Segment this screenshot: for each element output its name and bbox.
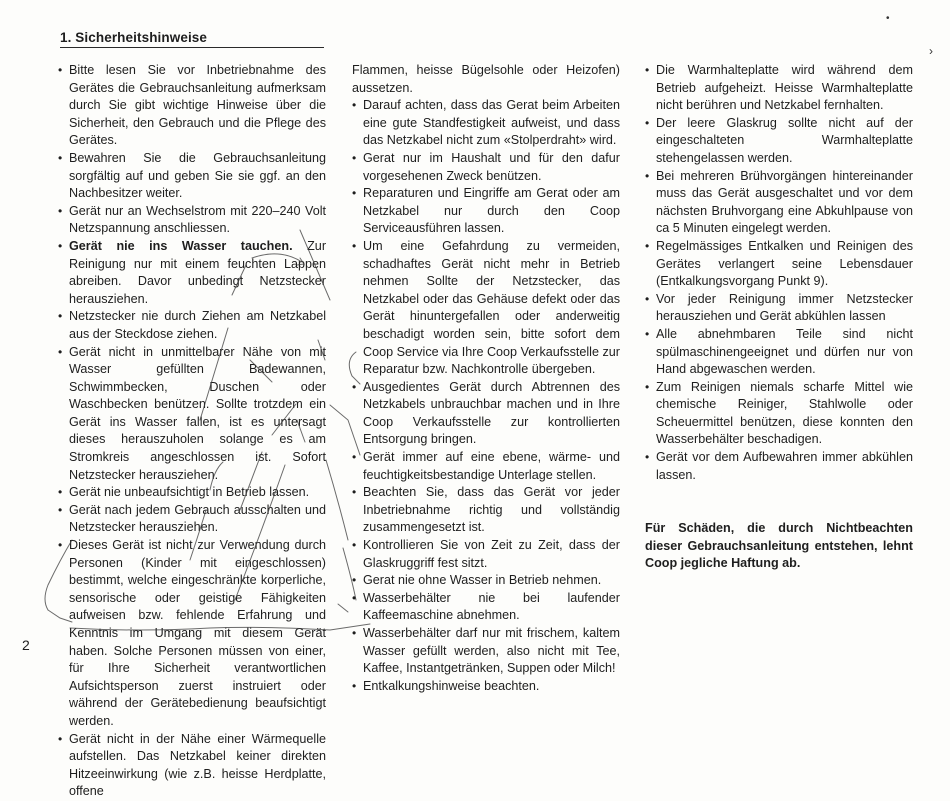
- list-item: • Gerät nie unbeaufsichtigt in Betrieb lassen.: [58, 484, 326, 502]
- list-item: • Die Warmhalteplatte wird während dem Betrieb aufgeheizt. Heisse Warmhalteplatte nicht berühren und Netzkabel fernhalten.: [645, 62, 913, 115]
- page-number: 2: [22, 637, 30, 653]
- list-item: • Wasserbehälter nie bei laufender Kaffeemaschine abnehmen.: [352, 590, 620, 625]
- list-item: • Gerät nur an Wechselstrom mit 220–240 Volt Netzspannung anschliessen.: [58, 203, 326, 238]
- list-item: • Wasserbehälter darf nur mit frischem, kaltem Wasser gefüllt werden, also nicht mit Tee, Kaffee, Instantgetränken, Suppen oder Milch!: [352, 625, 620, 678]
- list-item: • Dieses Gerät ist nicht zur Verwendung durch Personen (Kinder mit eingeschlossen) bestimmt, welche eingeschränkte korperliche, sensorische oder geistige Fähigkeiten aufweisen bzw. fehlende Erfahrung und Kenntnis im Umgang mit diesem Gerät haben. Solche Personen müssen von einer, für Ihre Sicherheit verantwortlichen Aufsichtsperson zuerst instruiert oder während der Gerätebedienung beaufsichtigt werden.: [58, 537, 326, 731]
- list-item: • Darauf achten, dass das Gerat beim Arbeiten eine gute Standfestigkeit aufweist, und dass das Netzkabel nicht zum «Stolperdraht» wird.: [352, 97, 620, 150]
- continued-text: Flammen, heisse Bügelsohle oder Heizofen) aussetzen.: [352, 63, 620, 95]
- list-item: • Gerät vor dem Aufbewahren immer abkühlen lassen.: [645, 449, 913, 484]
- column-1: [58, 62, 326, 801]
- emphasis-text: Gerät nie ins Wasser tauchen.: [69, 238, 293, 253]
- page-title: 1. Sicherheitshinweise: [60, 30, 208, 45]
- list-item: • Netzstecker nie durch Ziehen am Netzkabel aus der Steckdose ziehen.: [58, 308, 326, 343]
- list-item: • Reparaturen und Eingriffe am Gerat oder am Netzkabel nur durch den Coop Serviceausführen lassen.: [352, 185, 620, 238]
- list-item: • Gerät nie ins Wasser tauchen. Zur Reinigung nur mit einem feuchten Lappen abreiben. Davor unbedingt Netzstecker herausziehen.: [58, 238, 326, 308]
- list-item: • Beachten Sie, dass das Gerät vor jeder Inbetriebnahme richtig und vollständig zusammengesetzt ist.: [352, 484, 620, 537]
- list-item: • Bewahren Sie die Gebrauchsanleitung sorgfältig auf und geben Sie sie ggf. an den Nachbesitzer weiter.: [58, 150, 326, 203]
- list-item: • Der leere Glaskrug sollte nicht auf der eingeschalteten Warmhalteplatte stehengelassen werden.: [645, 115, 913, 168]
- safety-list-3: [645, 62, 913, 484]
- list-item: • Bitte lesen Sie vor Inbetriebnahme des Gerätes die Gebrauchsanleitung aufmerksam durch Sie gibt wichtige Hinweise über die Sicherheit, den Gebrauch und die Pflege des Gerätes.: [58, 62, 326, 150]
- list-item: • Alle abnehmbaren Teile sind nicht spülmaschinengeeignet und dürfen nur von Hand abgewaschen werden.: [645, 326, 913, 379]
- list-item: • Gerät immer auf eine ebene, wärme- und feuchtigkeitsbestandige Unterlage stellen.: [352, 449, 620, 484]
- list-item: • Um eine Gefahrdung zu vermeiden, schadhaftes Gerät nicht mehr in Betrieb nehmen Sollte der Netzstecker, das Netzkabel oder das Gehäuse defekt oder das Gerät hinuntergefallen oder anderweitig beschadigt worden sein, bitte sofort dem Coop Service via Ihre Coop Verkaufsstelle zur Reparatur bzw. Nachkontrolle übergeben.: [352, 238, 620, 379]
- list-item: • Kontrollieren Sie von Zeit zu Zeit, dass der Glaskruggriff fest sitzt.: [352, 537, 620, 572]
- safety-list-2: [352, 97, 620, 695]
- list-item: • Ausgedientes Gerät durch Abtrennen des Netzkabels unbrauchbar machen und in Ihre Coop Verkaufsstelle zur kontrollierten Entsorgung bringen.: [352, 379, 620, 449]
- column-2: [352, 62, 620, 695]
- liability-disclaimer: Für Schäden, die durch Nichtbeachten dieser Gebrauchsanleitung entstehen, lehnt Coop jegliche Haftung ab.: [645, 521, 913, 571]
- safety-list-1: [58, 62, 326, 801]
- column-3: [645, 62, 913, 573]
- list-item: • Gerat nur im Haushalt und für den dafur vorgesehenen Zweck benützen.: [352, 150, 620, 185]
- list-item: • Gerät nach jedem Gebrauch ausschalten und Netzstecker herausziehen.: [58, 502, 326, 537]
- list-item: • Regelmässiges Entkalken und Reinigen des Gerätes verlangert seine Lebensdauer (Entkalkungsvorgang Punkt 9).: [645, 238, 913, 291]
- corner-mark-chevron: ›: [929, 44, 933, 58]
- list-item: • Entkalkungshinweise beachten.: [352, 678, 620, 696]
- list-item: • Bei mehreren Brühvorgängen hintereinander muss das Gerät ausgeschaltet und vor dem nächsten Bruhvorgang eine Abkuhlpause von ca 5 Minuten eingelegt werden.: [645, 168, 913, 238]
- list-item: • Gerät nicht in unmittelbarer Nähe von mit Wasser gefüllten Badewannen, Schwimmbecken, Duschen oder Waschbecken benützen. Sollte trotzdem ein Gerät ins Wasser fallen, ist es untersagt dieses herauszuholen solange es am Stromkreis angeschlossen ist. Sofort Netzstecker herausziehen.: [58, 344, 326, 485]
- list-item: • Zum Reinigen niemals scharfe Mittel wie chemische Reiniger, Stahlwolle oder Scheuermittel benützen, diese konnten den Wasserbehälter beschadigen.: [645, 379, 913, 449]
- list-item: • Gerat nie ohne Wasser in Betrieb nehmen.: [352, 572, 620, 590]
- corner-mark-dot: •: [886, 13, 890, 24]
- heading-underline: [60, 47, 324, 48]
- list-item: • Gerät nicht in der Nähe einer Wärmequelle aufstellen. Das Netzkabel keiner direkten Hitzeeinwirkung (wie z.B. heisse Herdplatte, offene: [58, 731, 326, 801]
- list-item: • Vor jeder Reinigung immer Netzstecker herausziehen und Gerät abkühlen lassen: [645, 291, 913, 326]
